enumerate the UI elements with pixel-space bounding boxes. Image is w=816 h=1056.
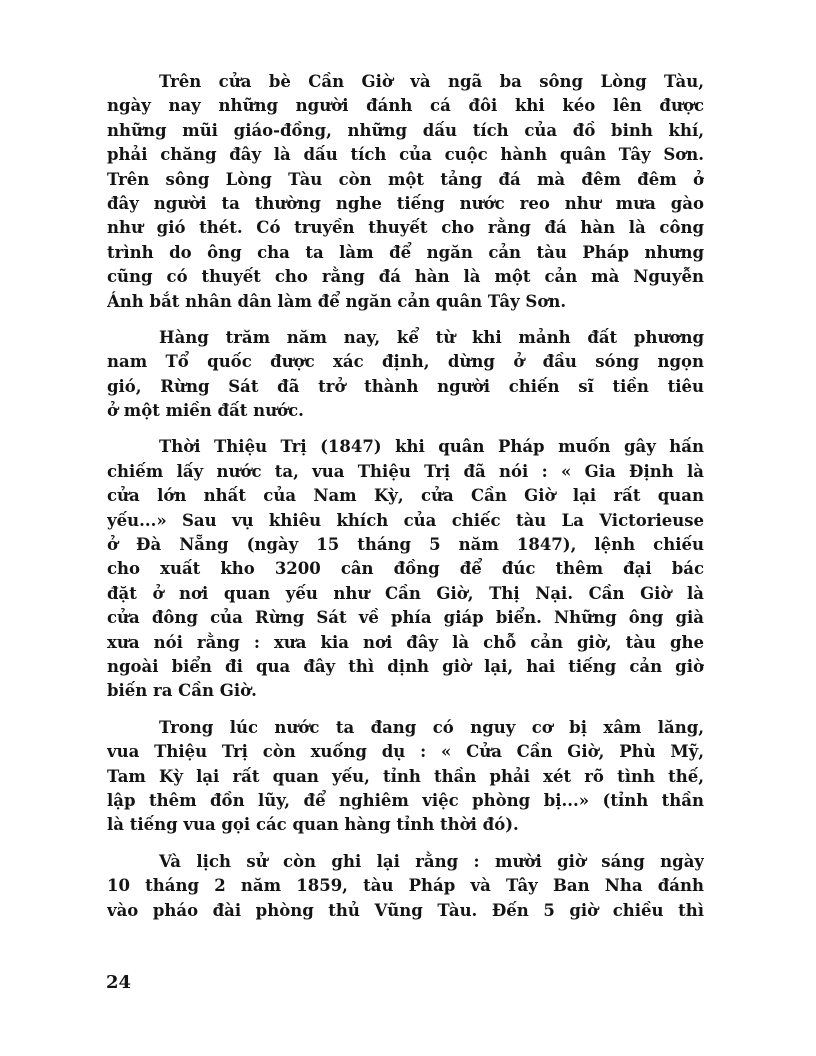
text-line: cửa đông của Rừng Sát về phía giáp biển. Những ông già bbox=[107, 608, 704, 628]
text-line: chiếm lấy nước ta, vua Thiệu Trị đã nói : « Gia Định là bbox=[107, 461, 704, 481]
text-line: 10 tháng 2 năm 1859, tàu Pháp và Tây Ban Nha đánh bbox=[107, 876, 704, 896]
page-number: 24 bbox=[106, 972, 132, 993]
text-line: Trên sông Lòng Tàu còn một tảng đá mà đêm đêm ở bbox=[107, 169, 704, 189]
text-line: biến ra Cần Giờ. bbox=[107, 681, 257, 701]
text-line: vua Thiệu Trị còn xuống dụ : « Cửa Cần Giờ, Phù Mỹ, bbox=[107, 742, 704, 762]
text-line: Ánh bắt nhân dân làm để ngăn cản quân Tây Sơn. bbox=[107, 291, 567, 311]
text-line: gió, Rừng Sát đã trở thành người chiến sĩ tiền tiêu bbox=[107, 376, 704, 396]
text-line: ngày nay những người đánh cá đôi khi kéo lên được bbox=[107, 96, 704, 116]
text-line: Trên cửa bè Cần Giờ và ngã ba sông Lòng Tàu, bbox=[159, 72, 704, 91]
paragraph-2 bbox=[107, 326, 704, 424]
text-line: cho xuất kho 3200 cân đồng để đúc thêm đại bác bbox=[107, 559, 704, 579]
text-line: Tam Kỳ lại rất quan yếu, tỉnh thần phải xét rõ tình thế, bbox=[107, 766, 704, 786]
text-line: Trong lúc nước ta đang có nguy cơ bị xâm lăng, bbox=[159, 717, 704, 737]
text-line: phải chăng đây là dấu tích của cuộc hành quân Tây Sơn. bbox=[107, 145, 704, 165]
text-line: ở một miền đất nước. bbox=[107, 401, 304, 421]
text-line: yếu...» Sau vụ khiêu khích của chiếc tàu La Victorieuse bbox=[107, 510, 704, 530]
paragraph-4 bbox=[107, 716, 704, 838]
text-line: ngoài biển đi qua đây thì dịnh giờ lại, hai tiếng cản giờ bbox=[107, 656, 704, 676]
text-line: như gió thét. Có truyền thuyết cho rằng đá hàn là công bbox=[107, 218, 704, 238]
text-line: cửa lớn nhất của Nam Kỳ, cửa Cần Giờ lại rất quan bbox=[107, 486, 704, 506]
text-line: lập thêm đồn lũy, để nghiêm việc phòng bị...» (tỉnh thần bbox=[107, 790, 704, 810]
text-line: vào pháo đài phòng thủ Vũng Tàu. Đến 5 giờ chiều thì bbox=[107, 900, 704, 920]
text-line: nam Tổ quốc được xác định, dừng ở đầu sóng ngọn bbox=[107, 352, 704, 372]
paragraph-3 bbox=[107, 435, 704, 703]
text-line: Và lịch sử còn ghi lại rằng : mười giờ sáng ngày bbox=[159, 851, 704, 871]
paragraph-5 bbox=[107, 850, 704, 923]
text-line: Hàng trăm năm nay, kể từ khi mảnh đất phương bbox=[159, 327, 704, 347]
text-line: là tiếng vua gọi các quan hàng tỉnh thời đó). bbox=[107, 815, 519, 835]
text-line: Thời Thiệu Trị (1847) khi quân Pháp muốn gây hấn bbox=[159, 437, 704, 457]
text-line: đặt ở nơi quan yếu như Cần Giờ, Thị Nại. Cần Giờ là bbox=[107, 583, 704, 603]
text-line: cũng có thuyết cho rằng đá hàn là một cản mà Nguyễn bbox=[107, 267, 704, 287]
text-line: trình do ông cha ta làm để ngăn cản tàu Pháp nhưng bbox=[107, 242, 704, 262]
text-line: những mũi giáo-đồng, những dấu tích của đồ binh khí, bbox=[107, 120, 704, 140]
text-line: xưa nói rằng : xưa kia nơi đây là chỗ cản giờ, tàu ghe bbox=[107, 632, 704, 652]
text-line: đây người ta thường nghe tiếng nước reo như mưa gào bbox=[107, 193, 704, 213]
paragraph-1 bbox=[107, 70, 704, 314]
page-body bbox=[107, 70, 704, 935]
text-line: ở Đà Nẵng (ngày 15 tháng 5 năm 1847), lệnh chiếu bbox=[107, 535, 704, 555]
